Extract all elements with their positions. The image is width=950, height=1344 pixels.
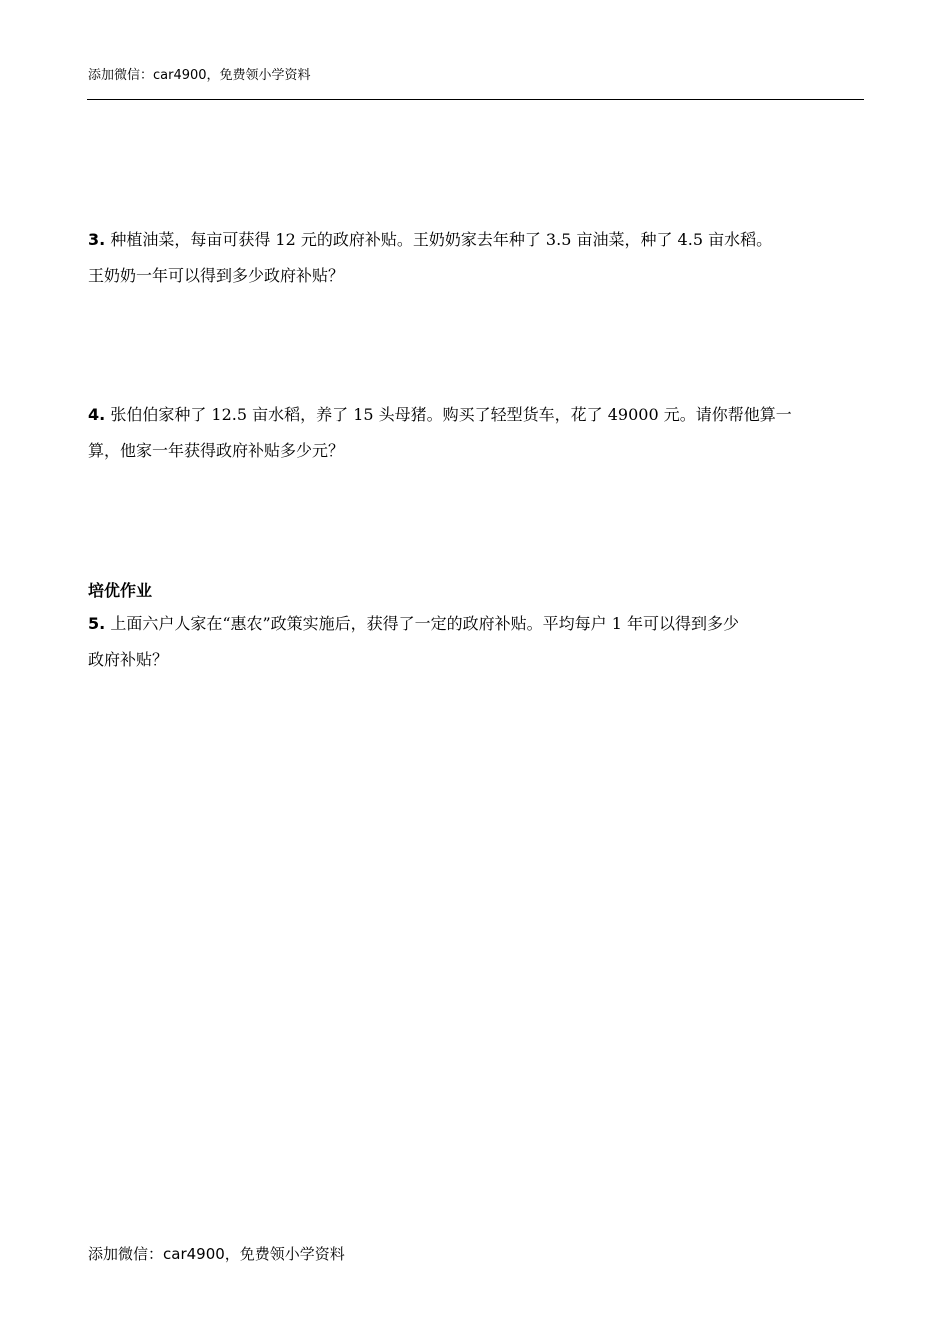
page-footer-text: 添加微信：car4900，免费领小学资料 [88, 1245, 345, 1263]
problem-4-text-2: 算，他家一年获得政府补贴多少元？ [88, 441, 345, 460]
problem-5 [88, 606, 868, 678]
header-divider [87, 99, 864, 100]
problem-4 [88, 397, 868, 469]
problem-4-text-1: 张伯伯家种了 12.5 亩水稻，养了 15 头母猪。购买了轻型货车，花了 49000 元。请你帮他算一 [110, 405, 792, 424]
problem-4-line-1 [88, 397, 868, 433]
problem-3-line-1 [88, 222, 868, 258]
problem-3-number: 3. [88, 230, 106, 249]
problem-5-text-2: 政府补贴？ [88, 650, 169, 669]
page-header-text: 添加微信：car4900，免费领小学资料 [88, 68, 311, 83]
problem-3-text-2: 王奶奶一年可以得到多少政府补贴？ [88, 266, 345, 285]
section-title: 培优作业 [88, 581, 153, 600]
problem-5-number: 5. [88, 614, 106, 633]
problem-4-number: 4. [88, 405, 106, 424]
problem-3 [88, 222, 868, 294]
problem-3-text-1: 种植油菜，每亩可获得 12 元的政府补贴。王奶奶家去年种了 3.5 亩油菜，种了 4.5 亩水稻。 [110, 230, 773, 249]
problem-5-line-1 [88, 606, 868, 642]
problem-5-text-1: 上面六户人家在“惠农”政策实施后，获得了一定的政府补贴。平均每户 1 年可以得到多少 [110, 614, 740, 633]
